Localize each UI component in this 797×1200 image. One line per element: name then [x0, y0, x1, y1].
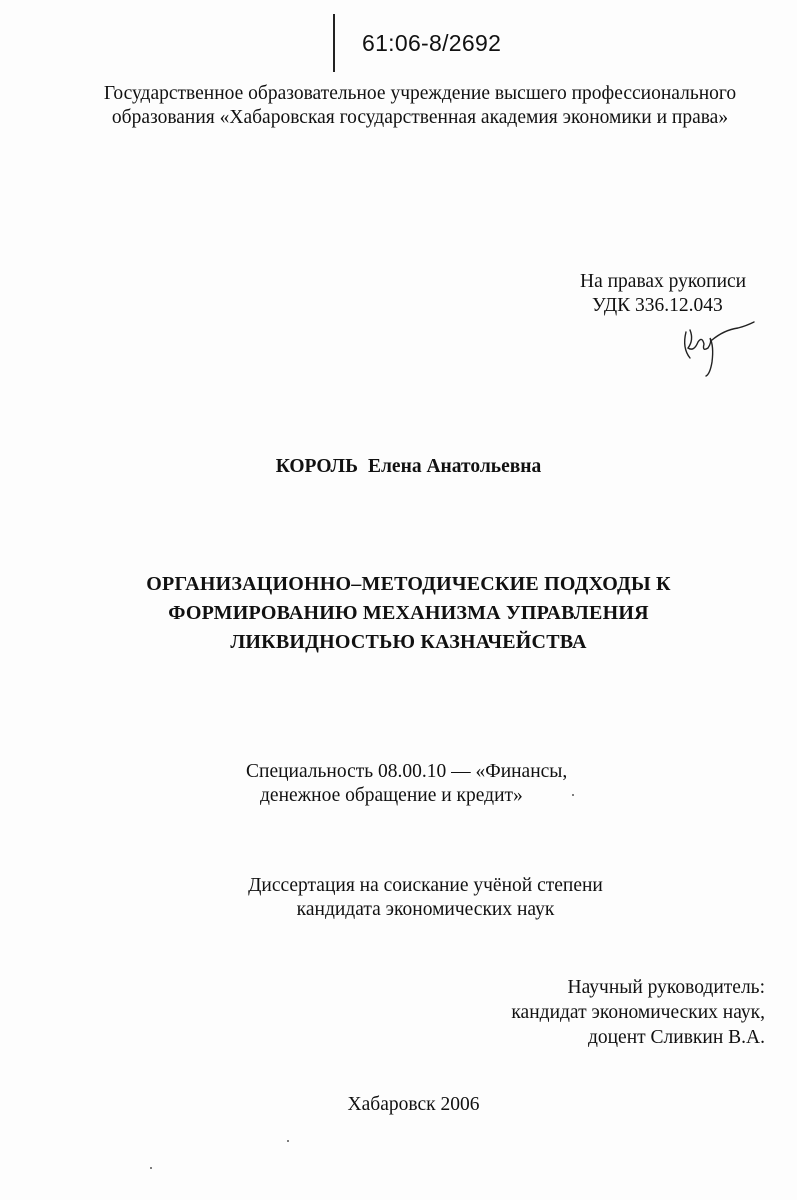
- scan-speck: [150, 1167, 152, 1169]
- signature-mark: [680, 318, 760, 380]
- manuscript-block: [580, 270, 746, 318]
- specialty-block: [246, 760, 567, 808]
- degree-line-2: кандидата экономических наук: [296, 899, 555, 920]
- stamp-divider: [333, 14, 335, 72]
- dissertation-title: [0, 570, 797, 657]
- advisor-role: Научный руководитель:: [567, 977, 765, 998]
- specialty-line-2: денежное обращение и кредит»: [260, 785, 523, 806]
- udk-code: УДК 336.12.043: [592, 295, 723, 316]
- title-line-3: ЛИКВИДНОСТЬЮ КАЗНАЧЕЙСТВА: [230, 631, 587, 653]
- institution-line-1: Государственное образовательное учреждение высшего профессионального: [103, 83, 737, 104]
- specialty-line-1: Специальность 08.00.10 — «Финансы,: [246, 761, 568, 782]
- title-line-2: ФОРМИРОВАНИЮ МЕХАНИЗМА УПРАВЛЕНИЯ: [168, 602, 649, 624]
- institution-line-2: образования «Хабаровская государственная академия экономики и права»: [111, 107, 729, 128]
- city-year: Хабаровск 2006: [347, 1094, 480, 1115]
- author-given-names: Елена Анатольевна: [367, 456, 542, 477]
- degree-block: [0, 874, 797, 922]
- scan-speck: [287, 1140, 289, 1142]
- author-surname: КОРОЛЬ: [275, 456, 358, 477]
- advisor-name: доцент Сливкин В.А.: [587, 1027, 765, 1048]
- author-name: [0, 456, 797, 478]
- scan-speck: [572, 794, 574, 796]
- institution-block: [40, 82, 797, 130]
- archive-code: 61:06-8/2692: [362, 30, 502, 56]
- degree-line-1: Диссертация на соискание учёной степени: [248, 875, 603, 896]
- advisor-degree: кандидат экономических наук,: [511, 1002, 765, 1023]
- advisor-block: [511, 975, 765, 1050]
- manuscript-rights: На правах рукописи: [580, 271, 747, 292]
- title-line-1: ОРГАНИЗАЦИОННО–МЕТОДИЧЕСКИЕ ПОДХОДЫ К: [146, 573, 671, 595]
